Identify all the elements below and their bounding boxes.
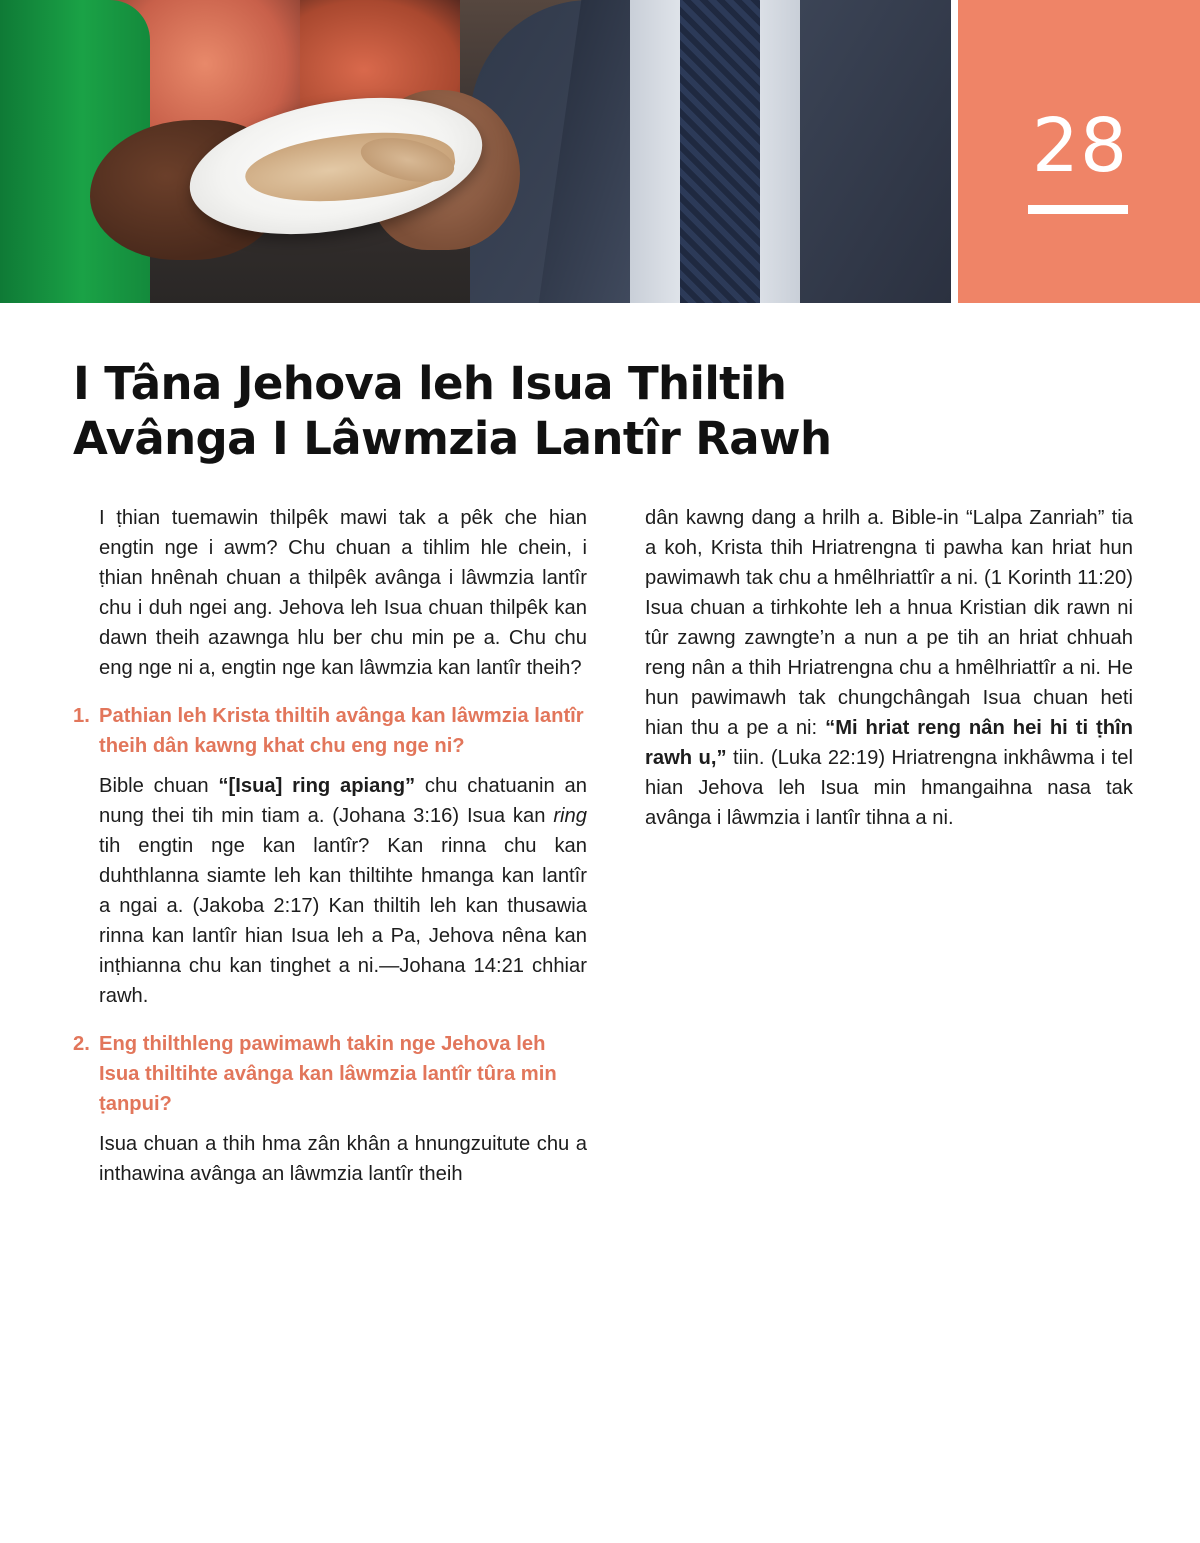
header-photo	[0, 0, 951, 303]
answer-bold-text: “[Isua] ring apiang”	[218, 775, 416, 797]
lesson-number-underline	[1028, 205, 1128, 214]
page-title-line: I Tâna Jehova leh Isua Thiltih	[73, 357, 787, 410]
lesson-number: 28	[1031, 103, 1129, 189]
answer-paragraph-continued	[645, 503, 1133, 833]
question-number: 1.	[73, 705, 90, 727]
answer-bold-text: “Mi hriat reng nân hei hi ti ṭhîn rawh u,”	[645, 717, 1133, 769]
answer-italic-text: ring	[553, 805, 587, 827]
answer-paragraph: Isua chuan a thih hma zân khân a hnungzuitute chu a inthawina avânga an lâwmzia lantîr theih	[99, 1133, 587, 1185]
answer-text: Bible chuan	[99, 775, 219, 797]
intro-paragraph: I ṭhian tuemawin thilpêk mawi tak a pêk che hian engtin nge i awm? Chu chuan a tihlim hle chein, i ṭhian hnênah chuan a thilpêk avânga i lâwmzia lantîr chu i duh ngei ang. Jehova leh Isua chuan thilpêk kan dawn theih azawnga hlu ber chu min pe a. Chu chu eng nge ni a, engtin nge kan lâwmzia kan lantîr theih?	[99, 507, 587, 679]
question-text: Eng thilthleng pawimawh takin nge Jehova leh Isua thiltihte avânga kan lâwmzia lantîr tûra min ṭanpui?	[99, 1033, 557, 1115]
question-number: 2.	[73, 1033, 90, 1055]
answer-text: chu chatuanin an nung thei tih min tiam a. (Johana 3:16) Isua kan	[99, 775, 587, 827]
left-column	[73, 503, 587, 1207]
page-title-line: Avânga I Lâwmzia Lantîr Rawh	[73, 412, 832, 465]
answer-paragraph	[73, 771, 587, 1011]
answer-text: dân kawng dang a hrilh a. Bible-in “Lalpa Zanriah” tia a koh, Krista thih Hriatrengna ti pawha kan hriat hun pawimawh tak chu a hmêlhriattîr a ni. (1 Korinth 11:20) Isua chuan a tirhkohte leh a hnua Kristian dik rawn ni tûr zawng zawngte’n a nun a pe tih an hriat chhuah reng nân a thih Hriatrengna chu a hmêlhriattîr a ni. He hun pawimawh tak chungchângah Isua chuan heti hian thu a pe a ni:	[645, 507, 1133, 739]
answer-text: tiin. (Luka 22:19) Hriatrengna inkhâwma i tel hian Jehova leh Isua min hmangaihna nasa tak avânga i lâwmzia i lantîr tihna a ni.	[645, 747, 1133, 829]
question-heading	[73, 1029, 587, 1119]
answer-text: tih engtin nge kan lantîr? Kan rinna chu kan duhthlanna siamte leh kan thiltihte hmanga kan lantîr a ngai a. (Jakoba 2:17) Kan thiltih leh kan thusawia rinna kan lantîr hian Isua leh a Pa, Jehova nêna kan inṭhianna chu kan tinghet a ni.—Johana 14:21 chhiar rawh.	[99, 835, 587, 1007]
page-title	[73, 356, 973, 466]
tie-shape	[680, 0, 760, 303]
question-heading	[73, 701, 587, 761]
question-text: Pathian leh Krista thiltih avânga kan lâwmzia lantîr theih dân kawng khat chu eng nge ni?	[99, 705, 584, 757]
right-column	[645, 503, 1133, 833]
